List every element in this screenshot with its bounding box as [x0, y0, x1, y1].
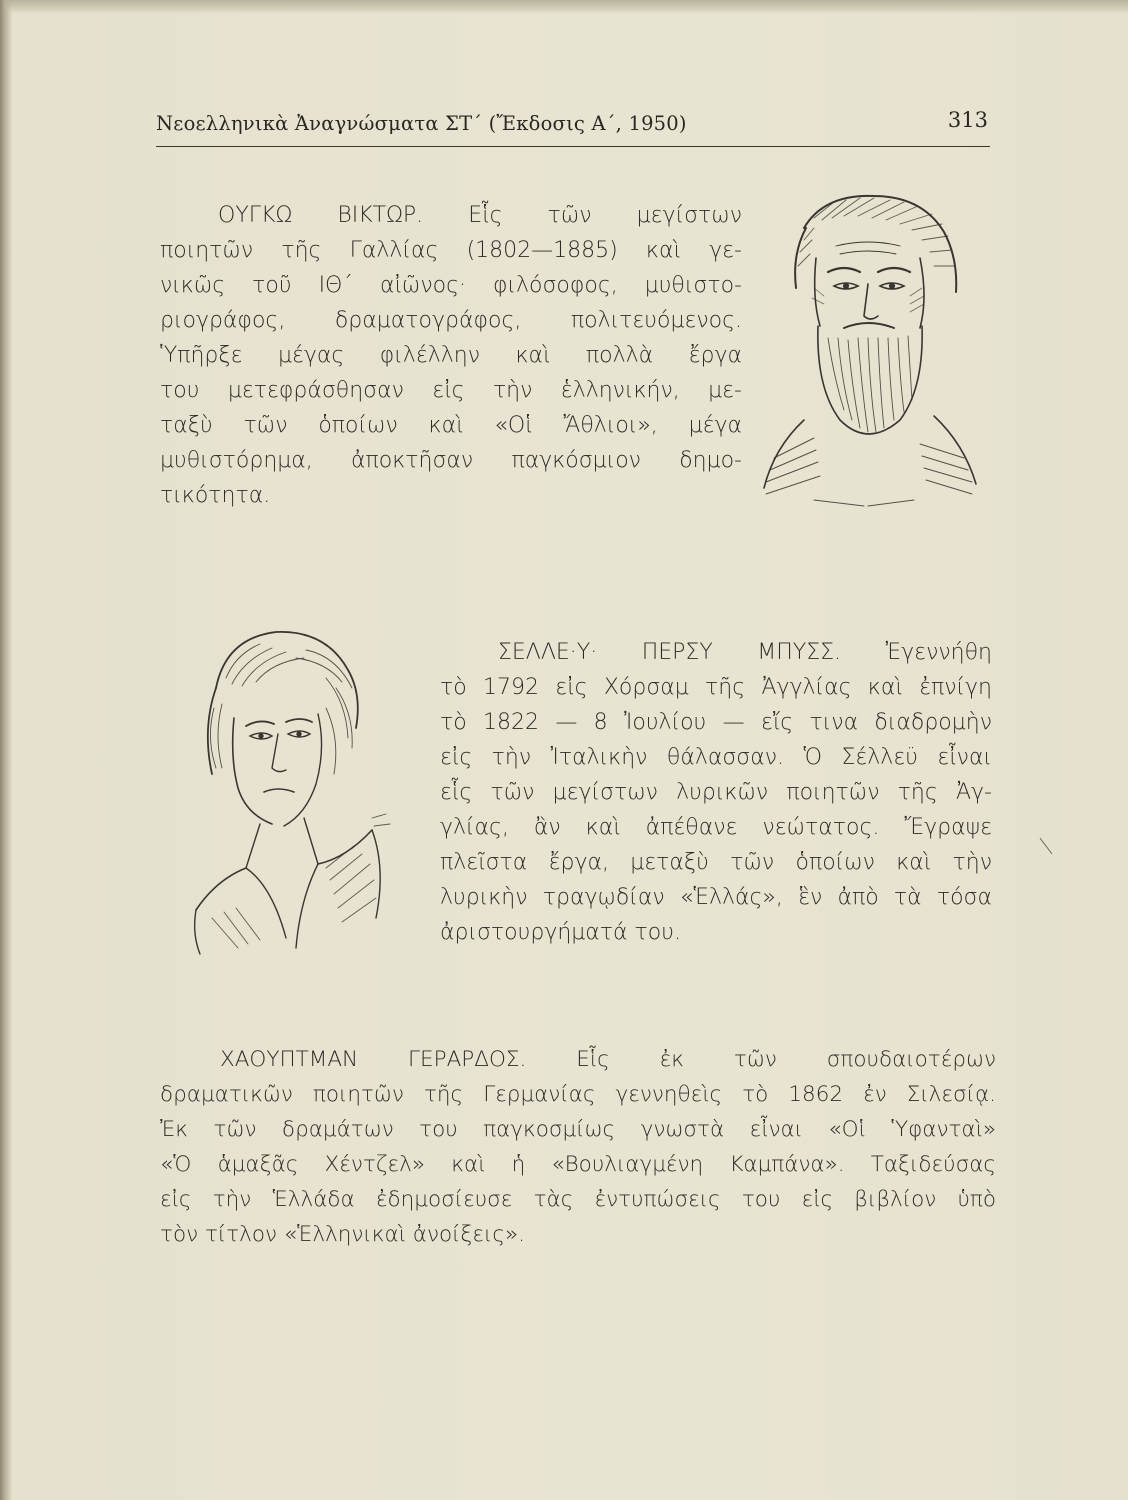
page-number: 313 [947, 108, 988, 132]
running-head [156, 106, 990, 147]
entry-line: τικότητα. [160, 483, 271, 508]
entry-line: εἷς τῶν μεγίστων λυρικῶν ποιητῶν τῆς Ἀγ- [440, 780, 992, 805]
portrait-engraving-shelley [176, 618, 416, 962]
entry-line: ΟΥΓΚΩ ΒΙΚΤΩΡ. Εἷς τῶν μεγίστων [218, 203, 742, 228]
portrait-engraving-hugo [744, 188, 992, 520]
entry-line: τὸν τίτλον «Ἑλληνικαὶ ἀνοίξεις». [160, 1222, 525, 1247]
entry-hugo [160, 198, 742, 513]
entry-line: τὸ 1792 εἰς Χόρσαμ τῆς Ἀγγλίας καὶ ἐπνίγη [440, 675, 992, 700]
entry-line: τὸ 1822 — 8 Ἰουλίου — εἴς τινα διαδρομὴν [440, 710, 992, 735]
entry-line: λυρικὴν τραγῳδίαν «Ἑλλάς», ἓν ἀπὸ τὰ τόσα [440, 885, 992, 910]
entry-line: μυθιστόρημα, ἀποκτῆσαν παγκόσμιον δημο- [160, 448, 742, 473]
entry-line: γλίας, ἂν καὶ ἀπέθανε νεώτατος. Ἔγραψε [440, 815, 992, 840]
entry-line: ἀριστουργήματά του. [440, 920, 681, 945]
entry-line: ΣΕΛΛΕ·Υ· ΠΕΡΣΥ ΜΠΥΣΣ. Ἐγεννήθη [498, 640, 992, 665]
entry-line: Ἐκ τῶν δραμάτων του παγκοσμίως γνωστὰ εἶναι «Οἱ Ὑφανταὶ» [160, 1117, 996, 1142]
entry-line: εἰς τὴν Ἰταλικὴν θάλασσαν. Ὁ Σέλλεϋ εἶναι [440, 745, 992, 770]
entry-line: ριογράφος, δραματογράφος, πολιτευόμενος. [160, 308, 742, 333]
running-title: Νεοελληνικὰ Ἀναγνώσματα ΣΤ΄ (Ἔκδοσις Α΄, 1950) [156, 112, 687, 135]
entry-line: δραματικῶν ποιητῶν τῆς Γερμανίας γεννηθεὶς τὸ 1862 ἐν Σιλεσίᾳ. [160, 1082, 996, 1107]
entry-line: Ὑπῆρξε μέγας φιλέλλην καὶ πολλὰ ἔργα [160, 343, 742, 368]
entry-line: ΧΑΟΥΠΤΜΑΝ ΓΕΡΑΡΔΟΣ. Εἷς ἐκ τῶν σπουδαιοτέρων [220, 1047, 996, 1072]
entry-line: νικῶς τοῦ ΙΘ΄ αἰῶνος· φιλόσοφος, μυθιστο- [160, 273, 742, 298]
stray-mark [1038, 836, 1056, 858]
entry-line: του μετεφράσθησαν εἰς τὴν ἑλληνικήν, με- [160, 378, 742, 403]
page-top-edge [0, 0, 1128, 14]
entry-hauptmann [160, 1042, 996, 1252]
entry-line: «Ὁ ἁμαξᾶς Χέντζελ» καὶ ἡ «Βουλιαγμένη Καμπάνα». Ταξιδεύσας [160, 1152, 996, 1177]
entry-line: ταξὺ τῶν ὁποίων καὶ «Οἱ Ἄθλιοι», μέγα [160, 413, 742, 438]
entry-line: ποιητῶν τῆς Γαλλίας (1802—1885) καὶ γε- [160, 238, 742, 263]
entry-line: πλεῖστα ἔργα, μεταξὺ τῶν ὁποίων καὶ τὴν [440, 850, 992, 875]
page-binding-edge [0, 0, 12, 1500]
entry-shelley [440, 635, 992, 950]
entry-line: εἰς τὴν Ἑλλάδα ἐδημοσίευσε τὰς ἐντυπώσεις του εἰς βιβλίον ὑπὸ [160, 1187, 996, 1212]
